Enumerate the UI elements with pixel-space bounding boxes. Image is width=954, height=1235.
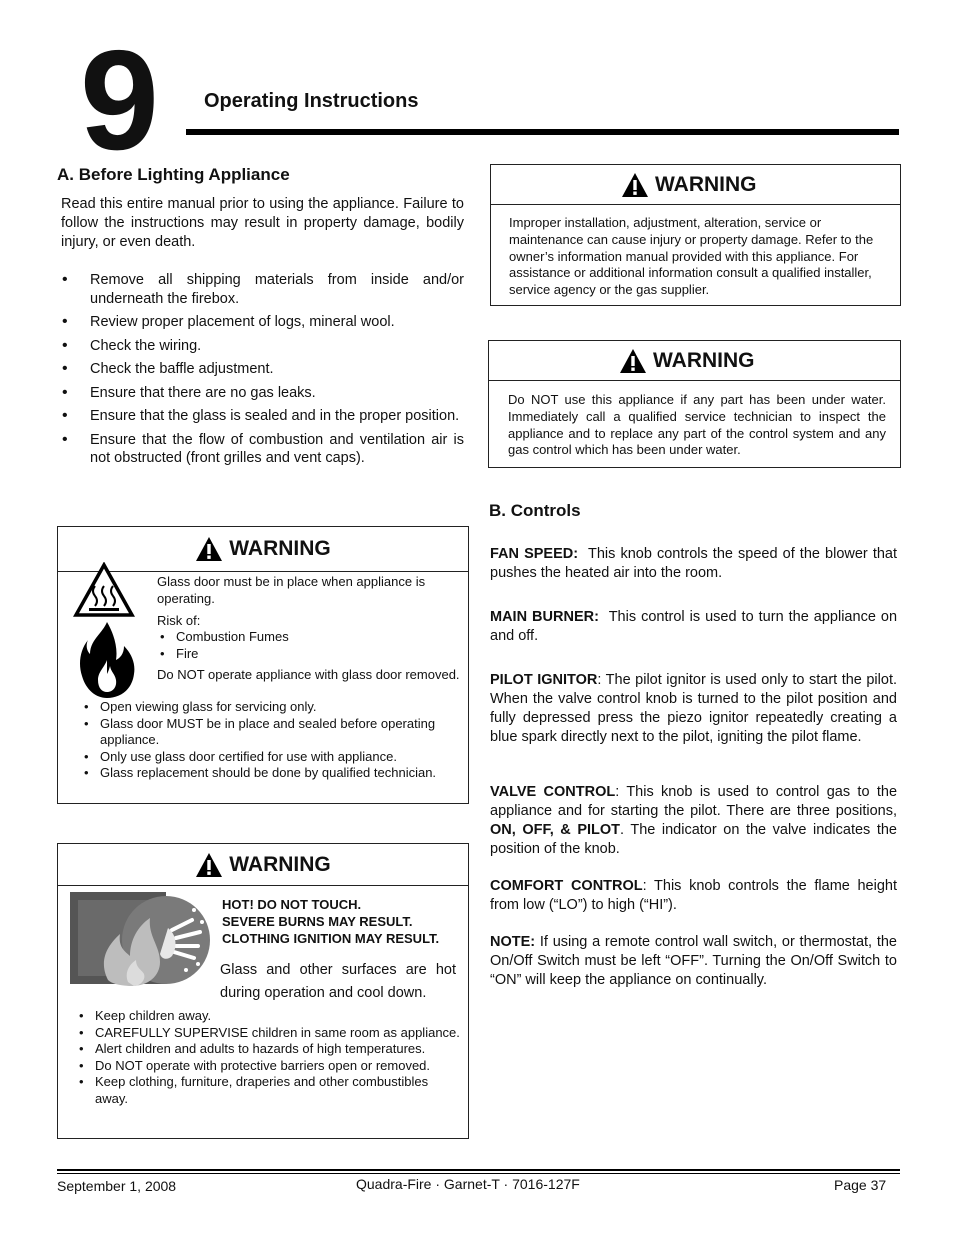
section-b-heading: B. Controls: [489, 501, 581, 520]
warning-text: Glass door must be in place when appliance is operating.: [157, 574, 426, 606]
list-item: • Combustion Fumes: [160, 629, 289, 645]
warning-text: Do NOT operate appliance with glass door removed.: [157, 667, 460, 683]
warning-triangle-icon: [195, 852, 223, 878]
section-a-bullets: [62, 271, 464, 473]
list-item: • Check the wiring.: [62, 336, 202, 354]
chapter-rule: [186, 129, 899, 135]
footer-page: Page 37: [834, 1177, 887, 1193]
footer-center: Quadra-Fire · Garnet-T · 7016-127F: [356, 1176, 580, 1192]
list-item: • CAREFULLY SUPERVISE children in same room as appliance.: [79, 1024, 460, 1040]
chapter-number: 9: [80, 21, 155, 180]
list-item: • Keep children away.: [79, 1008, 212, 1023]
control-text: . The indicator on the valve indicates the position of the knob.: [490, 822, 897, 857]
section-a-intro: Read this entire manual prior to using the appliance. Failure to follow the instructions may result in property damage, bodily injury, or even death.: [61, 196, 464, 250]
warning-hot-bullets: [73, 1008, 463, 1107]
list-item: • Glass replacement should be done by qualified technician.: [84, 765, 437, 780]
list-item: • Open viewing glass for servicing only.: [84, 699, 317, 714]
warning-triangle-icon: [621, 172, 649, 198]
hot-hand-icon: [68, 890, 210, 992]
control-note: [490, 933, 897, 990]
section-a-heading: A. Before Lighting Appliance: [57, 165, 290, 184]
warning-header: [58, 844, 468, 886]
list-item: • Check the baffle adjustment.: [62, 360, 274, 377]
chapter-title: Operating Instructions: [204, 90, 419, 112]
warning-title: WARNING: [229, 537, 331, 560]
warning-title: WARNING: [229, 852, 331, 876]
warning-box-water: [488, 340, 901, 468]
list-item: • Ensure that there are no gas leaks.: [62, 383, 316, 401]
control-positions: ON, OFF, & PILOT: [490, 822, 621, 838]
hot-warning-text: Glass and other surfaces are hot during operation and cool down.: [220, 962, 456, 1001]
control-valve: [490, 783, 897, 859]
list-item: • Glass door MUST be in place and sealed before operating appliance.: [84, 715, 436, 747]
note-text: If using a remote control wall switch, or thermostat, the On/Off Switch must be left “OFF”. Turning the On/Off Switch to “ON” will keep the appliance on continually.: [490, 934, 897, 988]
control-text: : This knob is used to control gas to the appliance and for starting the pilot. There are three positions,: [490, 784, 898, 819]
control-label: MAIN BURNER:: [490, 609, 599, 625]
list-item: • Ensure that the flow of combustion and ventilation air is not obstructed (front grilles and vent caps).: [62, 430, 464, 466]
list-item: • Alert children and adults to hazards of high temperatures.: [79, 1041, 426, 1056]
warning-title: WARNING: [655, 172, 757, 196]
list-item: • Fire: [160, 645, 199, 661]
warning-box-install: [490, 164, 901, 306]
hot-warning-lines: HOT! DO NOT TOUCH. SEVERE BURNS MAY RESULT. CLOTHING IGNITION MAY RESULT.: [222, 896, 462, 947]
control-text: This control is used to turn the appliance on and off.: [490, 609, 898, 644]
list-item: • Do NOT operate with protective barriers open or removed.: [79, 1057, 431, 1073]
footer-date: September 1, 2008: [57, 1178, 177, 1194]
warning-water-text: Do NOT use this appliance if any part has been under water. Immediately call a qualified service technician to inspect the appliance and to replace any part of the control system and any gas control which has been under water.: [508, 392, 886, 458]
warning-triangle-icon: [619, 348, 647, 374]
warning-header: [489, 341, 900, 381]
hot-surface-icon: [73, 562, 135, 618]
warning-title: WARNING: [653, 348, 755, 372]
note-label: NOTE:: [490, 934, 536, 950]
control-comfort: [490, 877, 897, 915]
hot-line-1: HOT! DO NOT TOUCH: [222, 897, 358, 912]
control-main-burner: [490, 608, 897, 646]
warning-box-glass: [57, 526, 469, 804]
control-text: : This knob controls the flame height from low (“LO”) to high (“HI”).: [490, 878, 897, 913]
control-label: PILOT IGNITOR: [490, 672, 598, 688]
risk-label: Risk of:: [157, 612, 201, 628]
fire-icon: [78, 620, 136, 700]
warning-glass-body: [157, 574, 462, 684]
list-item: • Keep clothing, furniture, draperies and other combustibles away.: [79, 1074, 429, 1106]
control-label: COMFORT CONTROL: [490, 878, 643, 894]
list-item: • Only use glass door certified for use with appliance.: [84, 748, 397, 764]
list-item: • Review proper placement of logs, mineral wool.: [62, 313, 395, 330]
list-item: • Ensure that the glass is sealed and in the proper position.: [62, 407, 460, 424]
control-fan-speed: [490, 545, 897, 583]
warning-box-hot: [57, 843, 469, 1139]
footer-rule: [57, 1173, 900, 1174]
warning-header: [491, 165, 900, 205]
footer-rule: [57, 1169, 900, 1171]
control-label: FAN SPEED:: [490, 546, 579, 562]
control-text: : The pilot ignitor is used only to start the pilot. When the valve control knob is turned to the pilot position and fully depressed press the piezo ignitor repeatedly creating a blue spark directly next to the pilot, igniting the pilot flame.: [490, 672, 897, 745]
list-item: • Remove all shipping materials from inside and/or underneath the firebox.: [62, 271, 464, 307]
warning-install-text: Improper installation, adjustment, alteration, service or maintenance can cause injury or property damage. Refer to the owner’s information manual provided with this appliance. For assistance or additional information consult a qualified installer, service agency or the gas supplier.: [509, 215, 874, 298]
control-pilot-ignitor: [490, 671, 897, 747]
hot-line-2: SEVERE BURNS MAY RESULT.: [222, 914, 413, 929]
control-text: This knob controls the speed of the blower that pushes the heated air into the room.: [490, 546, 898, 581]
warning-triangle-icon: [195, 536, 223, 562]
hot-line-3: CLOTHING IGNITION MAY RESULT.: [222, 931, 440, 946]
control-label: VALVE CONTROL: [490, 784, 616, 800]
warning-glass-bullets: [78, 699, 458, 782]
